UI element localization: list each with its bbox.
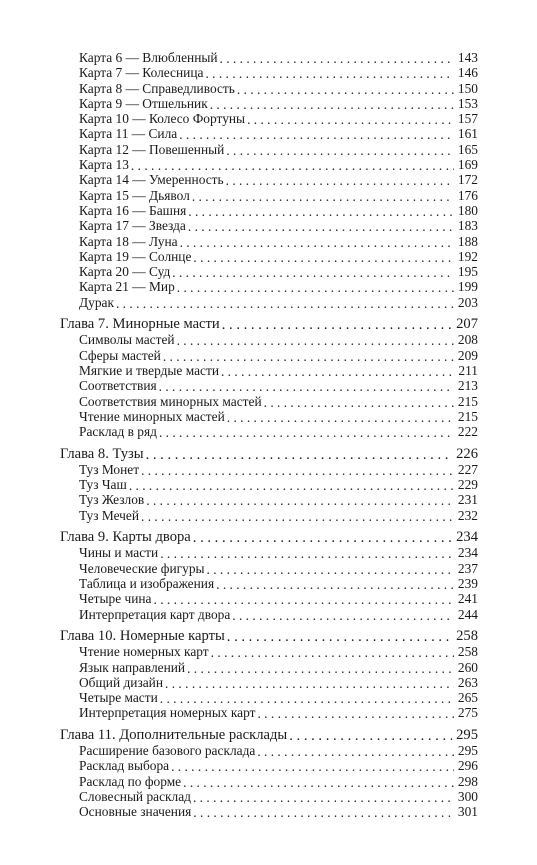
toc-title: Карта 20 — Суд xyxy=(79,264,171,280)
toc-title: Сферы мастей xyxy=(79,347,161,363)
toc-entry xyxy=(60,804,478,819)
dot-leader xyxy=(179,127,454,140)
toc-page-number: 199 xyxy=(457,279,478,295)
dot-leader xyxy=(192,189,454,202)
toc-title: Карта 10 — Колесо Фортуны xyxy=(79,111,246,127)
toc-entry xyxy=(60,203,478,218)
dot-leader xyxy=(227,410,454,423)
dot-leader xyxy=(289,728,452,743)
dot-leader xyxy=(247,112,454,125)
toc-title: Карта 14 — Умеренность xyxy=(79,172,224,188)
dot-leader xyxy=(232,608,454,621)
toc-title: Интерпретация карт двора xyxy=(79,606,231,622)
toc-page-number: 176 xyxy=(457,187,478,203)
toc-title: Чины и масти xyxy=(79,545,159,561)
dot-leader xyxy=(131,158,454,171)
toc-page-number: 260 xyxy=(457,659,478,675)
dot-leader xyxy=(220,51,454,64)
toc-entry xyxy=(60,96,478,111)
dot-leader xyxy=(154,592,454,605)
toc-chapter xyxy=(60,628,478,644)
dot-leader xyxy=(160,546,454,559)
toc-title: Таблица и изображения xyxy=(79,576,215,592)
dot-leader xyxy=(160,691,454,704)
toc-page-number: 157 xyxy=(457,111,478,127)
dot-leader xyxy=(146,493,454,506)
toc-title: Туз Чаш xyxy=(79,477,127,493)
table-of-contents xyxy=(60,50,478,820)
toc-title: Туз Монет xyxy=(79,461,140,477)
toc-title: Четыре масти xyxy=(79,690,158,706)
dot-leader xyxy=(216,577,454,590)
toc-title: Мягкие и твердые масти xyxy=(79,363,219,379)
toc-title: Расширение базового расклада xyxy=(79,743,256,759)
toc-page-number: 180 xyxy=(457,202,478,218)
toc-page-number: 263 xyxy=(457,674,478,690)
toc-page-number: 209 xyxy=(457,347,478,363)
toc-title: Язык направлений xyxy=(79,659,186,675)
dot-leader xyxy=(221,364,454,377)
toc-entry xyxy=(60,644,478,659)
dot-leader xyxy=(264,395,454,408)
toc-page-number: 295 xyxy=(457,743,478,759)
dot-leader xyxy=(222,317,452,332)
toc-page-number: 203 xyxy=(457,294,478,310)
toc-title: Глава 8. Тузы xyxy=(60,445,144,462)
toc-page-number: 153 xyxy=(457,95,478,111)
toc-page-number: 231 xyxy=(457,492,478,508)
toc-entry xyxy=(60,249,478,264)
toc-page-number: 222 xyxy=(457,424,478,440)
dot-leader xyxy=(177,280,454,293)
toc-page-number: 229 xyxy=(457,477,478,493)
dot-leader xyxy=(172,265,454,278)
toc-page-number: 215 xyxy=(457,393,478,409)
toc-entry xyxy=(60,172,478,187)
dot-leader xyxy=(159,379,454,392)
toc-title: Чтение номерных карт xyxy=(79,644,209,660)
toc-entry xyxy=(60,394,478,409)
toc-page-number: 226 xyxy=(456,445,478,462)
toc-entry xyxy=(60,705,478,720)
dot-leader xyxy=(226,143,454,156)
dot-leader xyxy=(129,478,454,491)
dot-leader xyxy=(226,173,454,186)
dot-leader xyxy=(205,66,453,79)
dot-leader xyxy=(193,790,454,803)
toc-entry xyxy=(60,332,478,347)
dot-leader xyxy=(146,447,453,462)
toc-entry xyxy=(60,508,478,523)
toc-entry xyxy=(60,81,478,96)
toc-entry xyxy=(60,218,478,233)
toc-page-number: 241 xyxy=(457,591,478,607)
toc-entry xyxy=(60,188,478,203)
toc-page-number: 208 xyxy=(457,332,478,348)
toc-entry xyxy=(60,576,478,591)
toc-title: Дурак xyxy=(79,294,114,310)
toc-page-number: 169 xyxy=(457,157,478,173)
toc-page-number: 239 xyxy=(457,576,478,592)
toc-entry xyxy=(60,607,478,622)
toc-entry xyxy=(60,660,478,675)
toc-entry xyxy=(60,295,478,310)
toc-entry xyxy=(60,424,478,439)
toc-title: Чтение минорных мастей xyxy=(79,408,225,424)
toc-page-number: 143 xyxy=(457,50,478,65)
toc-entry xyxy=(60,462,478,477)
toc-entry xyxy=(60,378,478,393)
toc-title: Глава 10. Номерные карты xyxy=(60,628,225,645)
dot-leader xyxy=(188,219,454,232)
toc-title: Расклад по форме xyxy=(79,773,182,789)
toc-page-number: 234 xyxy=(457,545,478,561)
dot-leader xyxy=(171,759,454,772)
toc-page-number: 258 xyxy=(456,628,478,645)
toc-title: Расклад выбора xyxy=(79,758,170,774)
toc-entry xyxy=(60,264,478,279)
toc-chapter xyxy=(60,727,478,743)
toc-title: Карта 11 — Сила xyxy=(79,126,178,142)
dot-leader xyxy=(188,204,454,217)
dot-leader xyxy=(207,562,454,575)
toc-entry xyxy=(60,492,478,507)
toc-title: Карта 6 — Влюбленный xyxy=(79,50,218,65)
dot-leader xyxy=(165,676,454,689)
toc-entry xyxy=(60,591,478,606)
toc-title: Карта 17 — Звезда xyxy=(79,218,186,234)
toc-entry xyxy=(60,561,478,576)
dot-leader xyxy=(180,235,454,248)
toc-entry xyxy=(60,477,478,492)
toc-chapter xyxy=(60,529,478,545)
dot-leader xyxy=(210,97,454,110)
dot-leader xyxy=(163,349,454,362)
toc-page-number: 265 xyxy=(457,690,478,706)
toc-page-number: 207 xyxy=(456,316,478,333)
toc-page-number: 211 xyxy=(458,363,478,379)
toc-title: Четыре чина xyxy=(79,591,152,607)
toc-page-number: 161 xyxy=(457,126,478,142)
toc-title: Соответствия минорных мастей xyxy=(79,393,262,409)
toc-title: Туз Жезлов xyxy=(79,492,145,508)
toc-page-number: 296 xyxy=(457,758,478,774)
toc-title: Карта 15 — Дьявол xyxy=(79,187,190,203)
toc-page-number: 188 xyxy=(457,233,478,249)
dot-leader xyxy=(227,629,452,644)
dot-leader xyxy=(141,463,454,476)
dot-leader xyxy=(211,645,454,658)
toc-page-number: 183 xyxy=(457,218,478,234)
dot-leader xyxy=(193,250,453,263)
dot-leader xyxy=(187,661,454,674)
dot-leader xyxy=(257,744,454,757)
toc-entry xyxy=(60,234,478,249)
toc-title: Карта 12 — Повешенный xyxy=(79,141,225,157)
toc-page-number: 215 xyxy=(457,408,478,424)
toc-title: Словесный расклад xyxy=(79,789,191,805)
toc-title: Карта 18 — Луна xyxy=(79,233,178,249)
toc-title: Общий дизайн xyxy=(79,674,164,690)
toc-page-number: 237 xyxy=(457,560,478,576)
toc-entry xyxy=(60,758,478,773)
toc-entry xyxy=(60,50,478,65)
dot-leader xyxy=(177,333,454,346)
toc-chapter xyxy=(60,446,478,462)
toc-page-number: 165 xyxy=(457,141,478,157)
toc-title: Человеческие фигуры xyxy=(79,560,205,576)
toc-page-number: 300 xyxy=(457,789,478,805)
toc-title: Глава 7. Минорные масти xyxy=(60,316,220,333)
toc-chapter xyxy=(60,316,478,332)
toc-entry xyxy=(60,774,478,789)
toc-title: Символы мастей xyxy=(79,332,175,348)
toc-entry xyxy=(60,348,478,363)
toc-title: Карта 21 — Мир xyxy=(79,279,175,295)
toc-title: Карта 9 — Отшельник xyxy=(79,95,208,111)
toc-page-number: 227 xyxy=(457,461,478,477)
toc-page-number: 150 xyxy=(457,80,478,96)
dot-leader xyxy=(141,509,454,522)
toc-entry xyxy=(60,690,478,705)
toc-page-number: 213 xyxy=(457,378,478,394)
toc-entry xyxy=(60,126,478,141)
toc-page-number: 172 xyxy=(457,172,478,188)
dot-leader xyxy=(159,425,454,438)
toc-title: Основные значения xyxy=(79,804,192,820)
toc-entry xyxy=(60,65,478,80)
toc-entry xyxy=(60,545,478,560)
toc-page-number: 195 xyxy=(457,264,478,280)
toc-title: Туз Мечей xyxy=(79,507,140,523)
toc-page-number: 275 xyxy=(457,705,478,721)
toc-title: Карта 8 — Справедливость xyxy=(79,80,235,96)
toc-entry xyxy=(60,675,478,690)
toc-entry xyxy=(60,142,478,157)
toc-page-number: 258 xyxy=(457,644,478,660)
toc-page-number: 192 xyxy=(457,248,478,264)
dot-leader xyxy=(193,530,452,545)
toc-title: Карта 7 — Колесница xyxy=(79,65,204,81)
dot-leader xyxy=(183,775,454,788)
toc-entry xyxy=(60,279,478,294)
toc-page-number: 298 xyxy=(457,773,478,789)
toc-title: Глава 9. Карты двора xyxy=(60,529,191,546)
toc-page-number: 244 xyxy=(457,606,478,622)
toc-title: Карта 13 xyxy=(79,157,129,173)
toc-title: Карта 16 — Башня xyxy=(79,202,187,218)
toc-title: Глава 11. Дополнительные расклады xyxy=(60,726,288,743)
dot-leader xyxy=(116,296,454,309)
toc-page-number: 146 xyxy=(457,65,478,81)
toc-page-number: 295 xyxy=(456,726,478,743)
toc-page-number: 301 xyxy=(457,804,478,820)
toc-entry xyxy=(60,789,478,804)
toc-page-number: 232 xyxy=(457,507,478,523)
dot-leader xyxy=(237,82,454,95)
toc-title: Расклад в ряд xyxy=(79,424,157,440)
toc-title: Соответствия xyxy=(79,378,157,394)
dot-leader xyxy=(257,706,453,719)
toc-title: Интерпретация номерных карт xyxy=(79,705,256,721)
toc-entry xyxy=(60,409,478,424)
toc-entry xyxy=(60,111,478,126)
toc-page-number: 234 xyxy=(456,529,478,546)
toc-entry xyxy=(60,363,478,378)
toc-title: Карта 19 — Солнце xyxy=(79,248,192,264)
toc-entry xyxy=(60,743,478,758)
toc-entry xyxy=(60,157,478,172)
dot-leader xyxy=(193,805,454,818)
